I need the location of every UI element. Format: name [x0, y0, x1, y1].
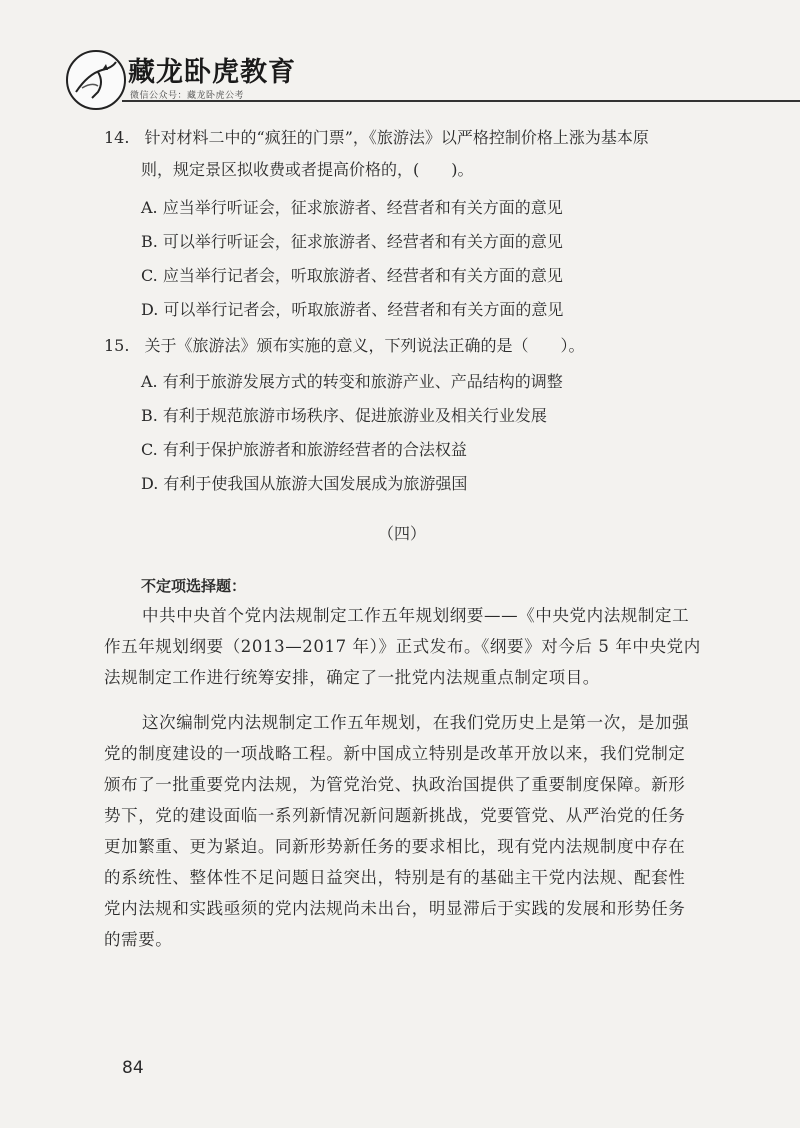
passage-line: 更加繁重、更为紧迫。同新形势新任务的要求相比，现有党内法规制度中存在: [104, 837, 686, 856]
passage-line: 法规制定工作进行统筹安排，确定了一批党内法规重点制定项目。: [104, 668, 600, 687]
question-14-option-c: C. 应当举行记者会，听取旅游者、经营者和有关方面的意见: [141, 266, 563, 285]
passage-line: 的需要。: [104, 930, 173, 949]
question-14-stem-line1: [104, 128, 649, 148]
question-stem: 关于《旅游法》颁布实施的意义，下列说法正确的是（ ）。: [144, 336, 585, 355]
question-number: 14.: [104, 128, 130, 147]
passage-line: 的系统性、整体性不足问题日益突出，特别是有的基础主干党内法规、配套性: [104, 868, 686, 887]
header-divider: [122, 100, 800, 102]
brand-title: 藏龙卧虎教育: [128, 57, 296, 88]
passage-line: 作五年规划纲要（2013—2017 年）》正式发布。《纲要》对今后 5 年中央党内: [104, 637, 701, 656]
page-number: 84: [122, 1058, 144, 1078]
brand-logo: [66, 50, 126, 110]
question-stem: 针对材料二中的“疯狂的门票”，《旅游法》以严格控制价格上涨为基本原: [144, 128, 649, 147]
passage-line: 这次编制党内法规制定工作五年规划，在我们党历史上是第一次，是加强: [142, 713, 690, 732]
passage-line: 党内法规和实践亟须的党内法规尚未出台，明显滞后于实践的发展和形势任务: [104, 899, 686, 918]
question-14-option-d: D. 可以举行记者会，听取旅游者、经营者和有关方面的意见: [141, 300, 564, 319]
question-15-option-a: A. 有利于旅游发展方式的转变和旅游产业、产品结构的调整: [141, 372, 563, 391]
question-15-option-b: B. 有利于规范旅游市场秩序、促进旅游业及相关行业发展: [141, 406, 547, 425]
section-label: （四）: [378, 524, 427, 543]
question-14-stem-line2: 则，规定景区拟收费或者提高价格的，( )。: [141, 160, 474, 179]
question-number: 15.: [104, 336, 130, 355]
passage-line: 势下，党的建设面临一系列新情况新问题新挑战，党要管党、从严治党的任务: [104, 806, 686, 825]
passage-line: 颁布了一批重要党内法规，为管党治党、执政治国提供了重要制度保障。新形: [104, 775, 686, 794]
passage-line: 中共中央首个党内法规制定工作五年规划纲要——《中央党内法规制定工: [142, 606, 690, 625]
passage-paragraph-1: [104, 600, 724, 693]
question-15-option-c: C. 有利于保护旅游者和旅游经营者的合法权益: [141, 440, 467, 459]
section-subheading: 不定项选择题：: [141, 577, 247, 595]
crane-logo-icon: [68, 52, 124, 108]
brand-subtitle: 微信公众号：藏龙卧虎公考: [130, 91, 245, 101]
passage-paragraph-2: [104, 707, 724, 955]
passage-line: 党的制度建设的一项战略工程。新中国成立特别是改革开放以来，我们党制定: [104, 744, 686, 763]
question-15-stem: [104, 336, 585, 356]
question-14-option-a: A. 应当举行听证会，征求旅游者、经营者和有关方面的意见: [141, 198, 563, 217]
question-15-option-d: D. 有利于使我国从旅游大国发展成为旅游强国: [141, 474, 468, 493]
page-header: [0, 0, 800, 110]
question-14-option-b: B. 可以举行听证会，征求旅游者、经营者和有关方面的意见: [141, 232, 563, 251]
